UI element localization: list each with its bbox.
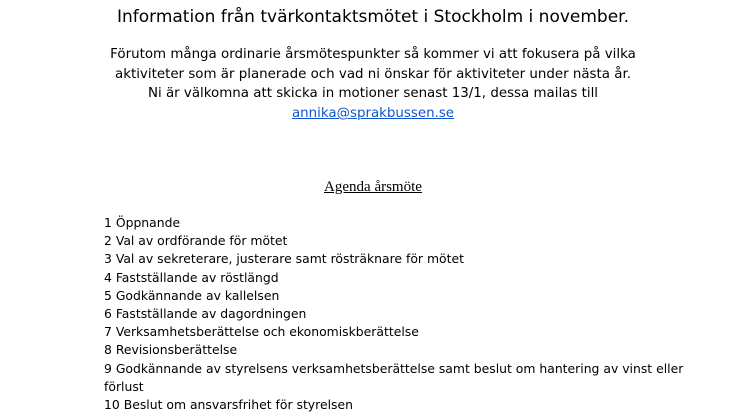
agenda-item: 9 Godkännande av styrelsens verksamhetsberättelse samt beslut om hantering av vinst eller förlust [104, 360, 684, 394]
agenda-item: 7 Verksamhetsberättelse och ekonomiskberättelse [104, 324, 419, 340]
agenda-item: 5 Godkännande av kallelsen [104, 287, 280, 303]
agenda-item: 6 Fastställande av dagordningen [104, 306, 307, 322]
page-heading: Information från tvärkontaktsmötet i Stockholm i november. [116, 7, 630, 27]
agenda-item: 4 Fastställande av röstlängd [104, 269, 279, 285]
agenda-item: 8 Revisionsberättelse [104, 342, 238, 358]
agenda-item: 10 Beslut om ansvarsfrihet för styrelsen [104, 397, 353, 413]
agenda-title: Agenda årsmöte [324, 179, 422, 195]
intro-line-3: Ni är välkomna att skicka in motioner senast 13/1, dessa mailas till [147, 86, 599, 101]
email-link[interactable]: annika@sprakbussen.se [291, 106, 455, 121]
agenda-item: 2 Val av ordförande för mötet [104, 233, 288, 249]
intro-line-2: aktiviteter som är planerade och vad ni önskar för aktiviteter under nästa år. [115, 67, 631, 82]
agenda-item: 1 Öppnande [104, 215, 181, 230]
agenda-list [104, 214, 704, 414]
email-line [0, 105, 746, 123]
agenda-item: 3 Val av sekreterare, justerare samt rösträknare för mötet [104, 251, 464, 267]
intro-line-1: Förutom många ordinarie årsmötespunkter så kommer vi att fokusera på vilka [110, 47, 636, 62]
